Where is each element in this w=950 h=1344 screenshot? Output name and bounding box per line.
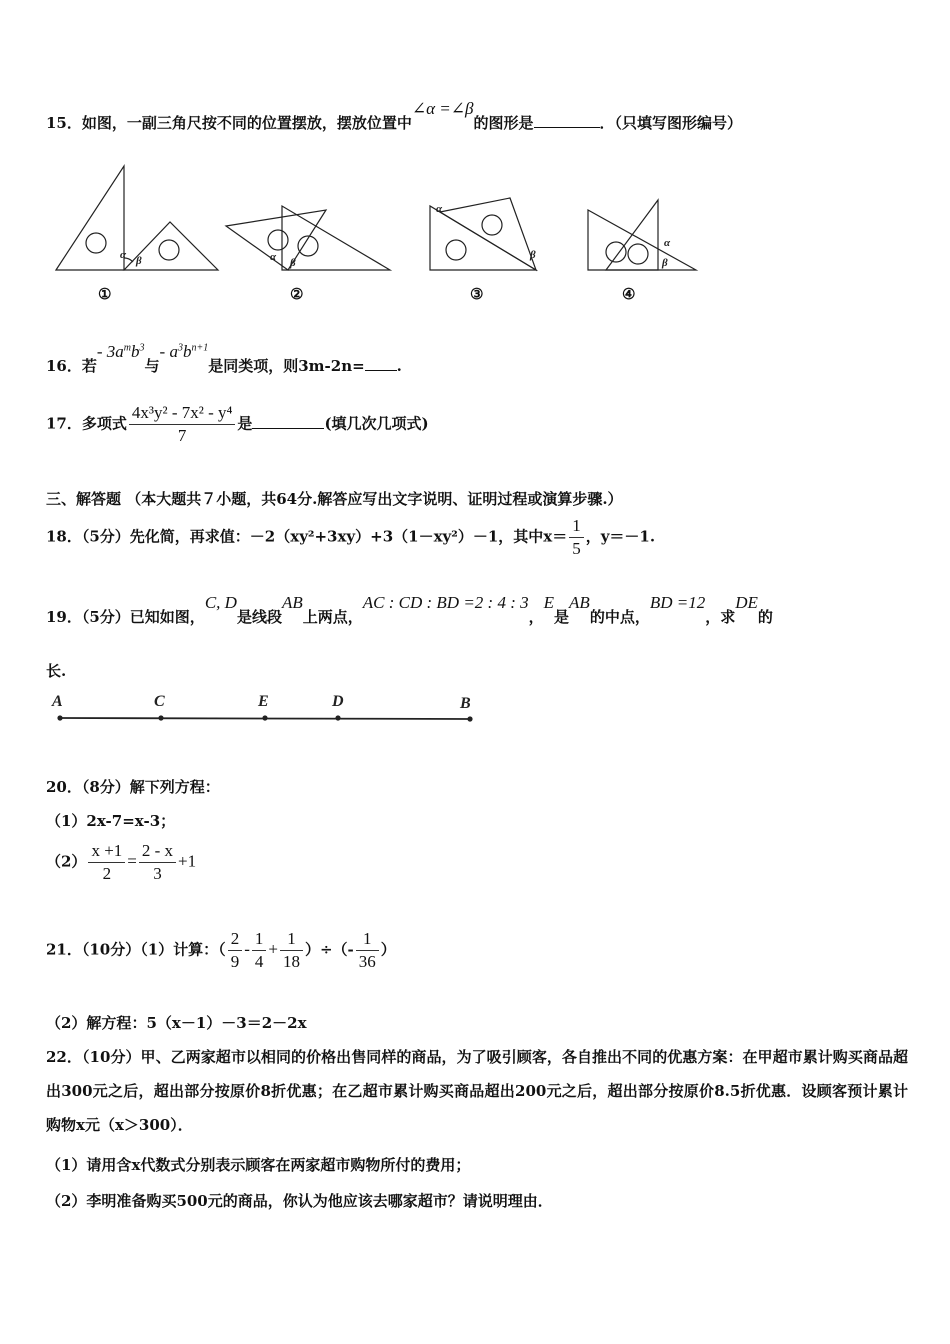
fig3-alpha-label: α: [436, 203, 443, 215]
point-b-label: B: [460, 695, 471, 712]
fig1-alpha-label: α: [120, 249, 127, 261]
q19-text-5: 的中点，: [589, 608, 650, 626]
question-20-part-1: （1）2x-7=x-3；: [46, 812, 176, 830]
question-22-part-1: （1）请用含x代数式分别表示顾客在两家超市购物所付的费用；: [46, 1156, 471, 1174]
question-20-part-2: [46, 840, 196, 885]
question-19: [46, 593, 906, 627]
fig4-beta-label: β: [662, 257, 668, 269]
q19-ratio-math: AC : CD : BD =2 : 4 : 3: [362, 593, 529, 612]
q21-frac-b: [252, 928, 267, 973]
q15-number-text: 15．: [46, 114, 82, 132]
q19-e-math: E: [543, 593, 555, 612]
point-d-label: D: [332, 693, 344, 710]
q18-frac-den: 5: [572, 539, 581, 558]
q19-text-4: 是: [554, 608, 570, 626]
q19-number-text: 19．（5分）已知如图，: [46, 608, 205, 626]
q21-a-den: 9: [230, 952, 240, 971]
q20-f1-num: x +1: [88, 840, 125, 863]
q19-ab-math-2: AB: [569, 593, 590, 612]
question-21-part-2: （2）解方程：5（x－1）－3＝2－2x: [46, 1014, 307, 1032]
q15-angle-math: ∠α =∠β: [411, 99, 474, 118]
q16-tail-text: 是同类项，则3m-2n=: [208, 357, 365, 375]
q20-p2-label: （2）: [46, 852, 87, 871]
fig-label-1: ①: [98, 287, 112, 303]
q20-fraction-left: [88, 840, 125, 885]
q15-triangle-figures: [50, 160, 710, 310]
q16-answer-blank: [365, 370, 397, 371]
q21-minus: -: [244, 939, 250, 959]
q19-text-2: 上两点，: [302, 608, 363, 626]
fig2-alpha-label: α: [270, 251, 277, 263]
q18-frac-num: 1: [569, 515, 584, 538]
question-22-body: 22．（10分）甲、乙两家超市以相同的价格出售同样的商品，为了吸引顾客，各自推出不同的优惠方案：在甲超市累计购买商品超出300元之后，超出部分按原价8折优惠；在乙超市累计购买商品超出200元之后，超出部分按原价8.5折优惠．设顾客预计累计购物x元（x＞300）．: [46, 1048, 908, 1134]
q15-text-a: 如图，一副三角尺按不同的位置摆放，摆放位置中: [81, 114, 412, 132]
q21-d-den: 36: [358, 952, 376, 971]
q21-frac-c: [280, 928, 303, 973]
q19-cd-math: C, D: [204, 593, 237, 612]
section-3-heading: 三、解答题 （本大题共７小题，共64分.解答应写出文字说明、证明过程或演算步骤.）: [46, 490, 623, 508]
q17-answer-blank: [252, 428, 324, 429]
q20-f2-num: 2 - x: [139, 840, 176, 863]
q20-f1-den: 2: [102, 864, 112, 883]
q21-frac-a: [228, 928, 243, 973]
q19-bd-math: BD =12: [649, 593, 706, 612]
q20-plus-one: +1: [178, 851, 197, 871]
fig-label-3: ③: [470, 287, 484, 303]
q21-plus: +: [268, 939, 278, 959]
question-16: [46, 342, 402, 376]
q17-end-text: (填几次几项式): [324, 414, 429, 433]
q16-end-text: .: [396, 357, 402, 375]
q17-denominator: 7: [177, 426, 187, 445]
q17-number-text: 17．多项式: [46, 414, 127, 433]
question-22-part-2: （2）李明准备购买500元的商品，你认为他应该去哪家超市？请说明理由．: [46, 1192, 553, 1210]
q19-continuation: 长.: [46, 662, 67, 680]
q21-frac-d: [356, 928, 379, 973]
q21-close-paren: ）: [380, 940, 396, 959]
q21-b-num: 1: [252, 928, 267, 951]
q19-text-6: ，求: [705, 608, 736, 626]
q17-numerator: 4x³y² - 7x² - y⁴: [129, 402, 236, 425]
q16-term1: [97, 342, 145, 361]
q16-number-text: 16．若: [46, 357, 97, 375]
q21-a-num: 2: [228, 928, 243, 951]
fig-label-4: ④: [622, 287, 636, 303]
q20-fraction-right: [139, 840, 176, 885]
q21-c-num: 1: [280, 928, 303, 951]
point-c-label: C: [154, 693, 165, 710]
q16-term2-exp2: n+1: [191, 342, 209, 354]
question-15: [46, 99, 743, 133]
q19-ab-math-1: AB: [281, 593, 303, 612]
q16-term2-b: b: [182, 342, 192, 361]
q16-term1-exp2: 3: [139, 342, 145, 354]
q15-answer-blank: [534, 127, 600, 128]
q17-tail-text: 是: [237, 414, 253, 433]
point-a-label: A: [52, 693, 63, 710]
q16-term1-exp1: m: [123, 342, 132, 354]
q21-c-den: 18: [282, 952, 300, 971]
question-17: [46, 402, 429, 447]
question-20-title: 20．（8分）解下列方程：: [46, 778, 220, 796]
q15-text-b: 的图形是: [473, 114, 534, 132]
q19-de-math: DE: [735, 593, 758, 612]
question-18: [46, 515, 655, 560]
q16-term1-b: b: [131, 342, 140, 361]
q20-f2-den: 3: [153, 864, 162, 883]
q19-segment-figure: [46, 688, 486, 738]
q18-fraction: [569, 515, 584, 560]
q20-equals: =: [127, 851, 137, 871]
fig2-beta-label: β: [290, 257, 296, 269]
q16-mid-text: 与: [144, 357, 160, 375]
q17-polynomial-fraction: [129, 402, 236, 447]
q16-term2-exp1: 3: [177, 342, 183, 354]
q19-text-1: 是线段: [236, 608, 282, 626]
q15-text-c: ．（只填写图形编号）: [599, 114, 743, 132]
question-21-part-1: [46, 928, 396, 973]
point-e-label: E: [258, 693, 269, 710]
q19-text-3: ，: [528, 608, 544, 626]
fig-label-2: ②: [290, 287, 304, 303]
q16-term2: [160, 342, 209, 361]
fig3-beta-label: β: [530, 249, 536, 261]
q21-divide-text: ）÷（-: [304, 940, 354, 959]
q16-term1-coef: - 3a: [96, 342, 124, 361]
q21-b-den: 4: [254, 952, 264, 971]
fig4-alpha-label: α: [664, 237, 671, 249]
q19-text-7: 的: [757, 608, 773, 626]
q21-number-text: 21．（10分）（1）计算：（: [46, 940, 226, 959]
q16-term2-coef: - a: [159, 342, 178, 361]
q18-text: 18．（5分）先化简，再求值：－2（xy²+3xy）+3（1－xy²）－1，其中x＝: [46, 527, 568, 546]
q18-tail-text: ，y＝－1.: [585, 527, 656, 546]
fig1-beta-label: β: [136, 255, 142, 267]
q21-d-num: 1: [356, 928, 379, 951]
